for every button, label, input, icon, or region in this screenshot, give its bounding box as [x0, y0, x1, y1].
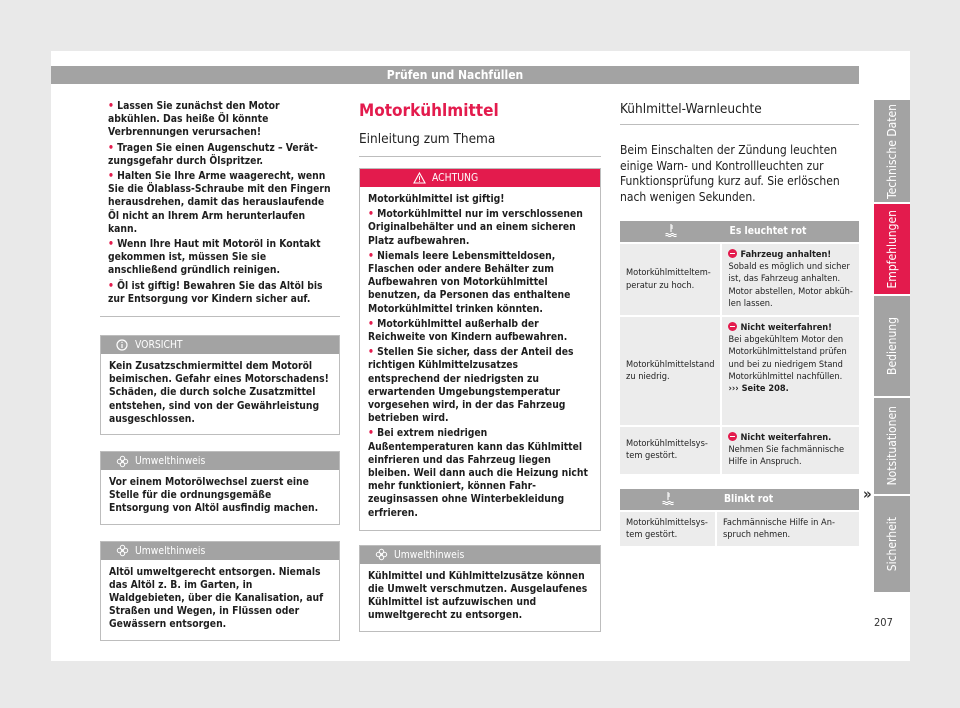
table-cell-condition: Motorkühlmittelsystem gestört.: [620, 426, 721, 475]
table-row: [620, 316, 859, 426]
list-item: • Niemals leere Lebensmitteldosen, Flaschen oder andere Behälter zum Aufbewahren von Motorkühlmittel benutzen, da Personen das enthaltene Motorkühlmittel trinken könnten.: [368, 249, 571, 315]
section-title: Motorkühlmittel: [359, 101, 499, 121]
stop-icon: [728, 322, 737, 331]
caution-box: [100, 335, 340, 435]
column-right: [620, 100, 859, 548]
page-reference-link[interactable]: ››› Seite 208.: [728, 383, 789, 395]
environment-note-title: Umwelthinweis: [135, 544, 206, 557]
intro-paragraph: Beim Einschalten der Zündung leuchten einige Warn- und Kontrollleuchten zur Funktionsprüfung kurz auf. Sie erlöschen nach wenigen Sekunden.: [620, 143, 840, 204]
section-title: Kühlmittel-Warnleuchte: [620, 100, 859, 125]
environment-note: [100, 541, 340, 641]
sidebar-tabs: [874, 100, 910, 594]
tab-sicherheit[interactable]: Sicherheit: [874, 496, 910, 592]
table-row: [620, 511, 859, 547]
section-subtitle: Einleitung zum Thema: [359, 130, 601, 157]
table-cell-condition: Motorkühlmittelsystem gestört.: [620, 511, 716, 547]
list-item: • Halten Sie Ihre Arme waagerecht, wenn Sie die Ölablass-Schraube mit den Fingern herausdrehen, damit das herauslaufende Öl nicht an Ihrem Arm herunterlaufen kann.: [108, 170, 331, 235]
warning-triangle-icon: [412, 171, 426, 185]
column-middle: [359, 100, 601, 632]
environment-note-title: Umwelthinweis: [135, 455, 206, 468]
tab-technische-daten[interactable]: Technische Daten: [874, 100, 910, 202]
list-item: • Motorkühlmittel außerhalb der Reichweite von Kindern aufbewahren.: [368, 317, 568, 344]
tab-bedienung[interactable]: Bedienung: [874, 296, 910, 396]
stop-icon: [728, 249, 737, 258]
environment-note-header: [101, 452, 339, 470]
environment-note-header: [360, 546, 600, 564]
table-header-icon-cell: [620, 489, 716, 511]
bullet-list: [100, 96, 340, 317]
table-cell-action: Fahrzeug anhalten! Sobald es möglich und sicher ist, das Fahrzeug anhalten. Motor abstellen, Motor abkühlen lassen.: [721, 243, 859, 316]
coolant-temperature-icon: [664, 223, 678, 237]
table-cell-action: Nicht weiterfahren. Nehmen Sie fachmännische Hilfe in Anspruch.: [721, 426, 859, 475]
coolant-temperature-icon: [661, 491, 675, 505]
table-cell-condition: Motorkühlmitteltemperatur zu hoch.: [620, 243, 721, 316]
environment-note-text: Kühlmittel und Kühlmittelzusätze können die Umwelt verschmutzen. Ausgelaufenes Kühlmittel ist aufzuwischen und umweltgerecht zu entsorgen.: [368, 569, 588, 622]
warning-body: [360, 187, 600, 530]
environment-note-text: Altöl umweltgerecht entsorgen. Niemals das Altöl z. B. im Garten, in Waldgebieten, über die Kanalisation, auf Straßen und Wegen, in Flüssen oder Gewässern entsorgen.: [109, 565, 324, 631]
table-header: Blinkt rot: [716, 489, 859, 511]
list-item: • Bei extrem niedrigen Außentemperaturen kann das Kühlmittel einfrieren und das Fahrzeug liegen bleiben. Weil dann auch die Heizung nicht mehr funktioniert, können Fahrzeuginsassen ohne Winterbekleidung erfrieren.: [368, 427, 588, 519]
environment-note: [100, 451, 340, 525]
stop-icon: [728, 432, 737, 441]
warning-light-table: [620, 221, 859, 476]
environment-note-header: [101, 542, 339, 560]
environment-note-text: Vor einem Motorölwechsel zuerst eine Stelle für die ordnungsgemäße Entsorgung von Altöl ausfindig machen.: [109, 476, 319, 515]
warning-box: [359, 168, 601, 531]
list-item: • Tragen Sie einen Augenschutz – Verätzungsgefahr durch Ölspritzer.: [108, 141, 318, 167]
tab-empfehlungen[interactable]: Empfehlungen: [874, 204, 910, 294]
warning-title: ACHTUNG: [432, 172, 479, 184]
flower-icon: [115, 454, 129, 468]
table-cell-action: Nicht weiterfahren! Bei abgekühltem Motor den Motorkühlmittelstand prüfen und bei zu niedrigem Stand Motorkühlmittel nachfüllen. ››› Seite 208.: [721, 316, 859, 426]
warning-intro: Motorkühlmittel ist giftig!: [368, 193, 505, 205]
table-cell-condition: Motorkühlmittelstand zu niedrig.: [620, 316, 721, 426]
list-item: • Lassen Sie zunächst den Motor abkühlen. Das heiße Öl könnte Verbrennungen verursachen!: [108, 100, 280, 139]
table-row: [620, 426, 859, 475]
table-row: [620, 243, 859, 316]
flower-icon: [374, 548, 388, 562]
flower-icon: [115, 544, 129, 558]
continue-mark: »: [863, 485, 872, 503]
environment-note-title: Umwelthinweis: [394, 548, 465, 561]
list-item: • Stellen Sie sicher, dass der Anteil des richtigen Kühlmittelzusatzes entsprechend der niedrigsten zu erwartenden Umgebungstemperatur vorgesehen wird, in der das Fahrzeug betrieben wird.: [368, 346, 574, 425]
list-item: • Motorkühlmittel nur im verschlossenen Originalbehälter und an einem sicheren Platz aufbewahren.: [368, 208, 583, 247]
caution-title: VORSICHT: [135, 339, 183, 352]
tab-notsituationen[interactable]: Notsituationen: [874, 398, 910, 494]
table-header-icon-cell: [620, 221, 721, 243]
list-item: • Wenn Ihre Haut mit Motoröl in Kontakt gekommen ist, müssen Sie sie anschließend gründlich reinigen.: [108, 238, 321, 277]
table-header-row: [620, 489, 859, 511]
blinking-light-table: [620, 489, 859, 548]
caution-header: [101, 336, 339, 354]
table-header-row: [620, 221, 859, 243]
table-cell-action: Fachmännische Hilfe in Anspruch nehmen.: [716, 511, 859, 547]
list-item: • Öl ist giftig! Bewahren Sie das Altöl bis zur Entsorgung vor Kindern sicher auf.: [108, 279, 323, 305]
environment-note: [359, 545, 601, 632]
info-circle-icon: [115, 338, 129, 352]
caution-text: Kein Zusatzschmiermittel dem Motoröl beimischen. Gefahr eines Motorschadens! Schäden, die durch solche Zusatzmittel entstehen, sind von der Gewährleistung ausgeschlossen.: [109, 360, 329, 425]
page-header: Prüfen und Nachfüllen: [51, 66, 859, 84]
warning-header: [360, 169, 600, 187]
column-left: [100, 96, 340, 641]
page-number: 207: [874, 616, 893, 629]
table-header: Es leuchtet rot: [721, 221, 859, 243]
